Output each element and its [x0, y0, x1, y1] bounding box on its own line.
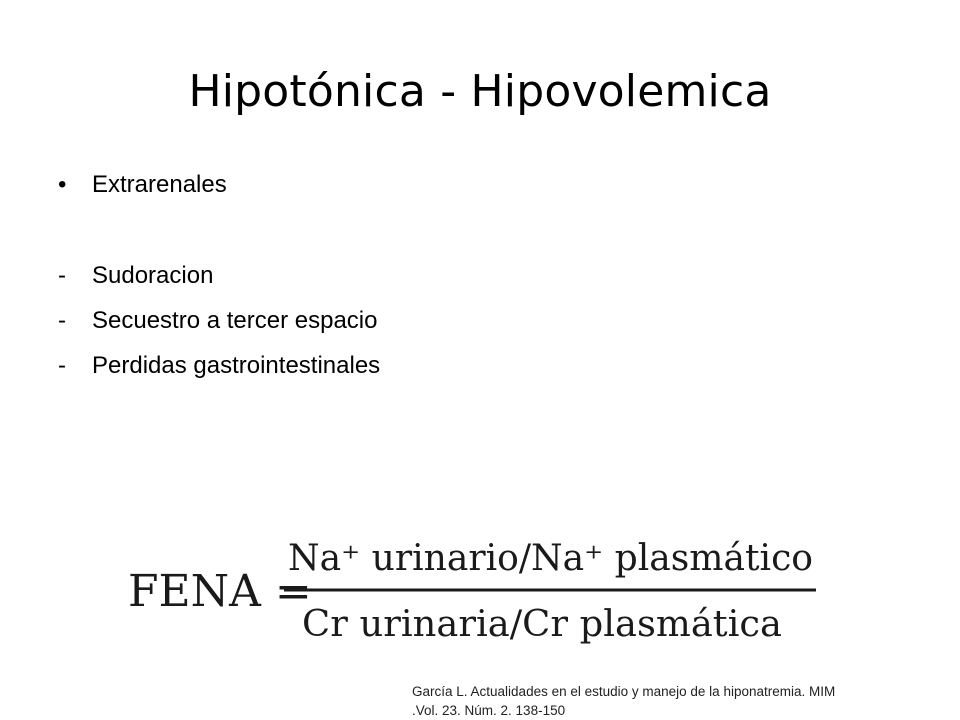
formula-numerator: Na⁺ urinario/Na⁺ plasmático: [288, 538, 813, 579]
dash-marker: -: [58, 262, 66, 289]
citation-line-2: .Vol. 23. Núm. 2. 138-150: [412, 703, 566, 718]
dash-item-text: Perdidas gastrointestinales: [92, 352, 381, 379]
dash-item-sudoracion: [58, 253, 858, 298]
formula-denominator: Cr urinaria/Cr plasmática: [302, 604, 782, 645]
citation-line-1: García L. Actualidades en el estudio y manejo de la hiponatremia. MIM: [412, 684, 836, 699]
fena-formula-image: [128, 526, 828, 656]
bullet-text: Extrarenales: [92, 171, 227, 198]
bullet-item-extrarenales: [58, 162, 858, 207]
dash-item-text: Sudoracion: [92, 262, 214, 289]
bullet-list: [58, 162, 858, 388]
bullet-marker: •: [58, 171, 67, 198]
dash-marker: -: [58, 352, 66, 379]
citation: [412, 682, 952, 720]
formula-lhs: FENA =: [128, 566, 312, 617]
list-spacer: [58, 207, 858, 253]
slide-title: Hipotónica - Hipovolemica: [188, 66, 772, 117]
dash-item-secuestro: [58, 298, 858, 343]
dash-item-text: Secuestro a tercer espacio: [92, 307, 378, 334]
dash-item-perdidas: [58, 343, 858, 388]
dash-marker: -: [58, 307, 66, 334]
